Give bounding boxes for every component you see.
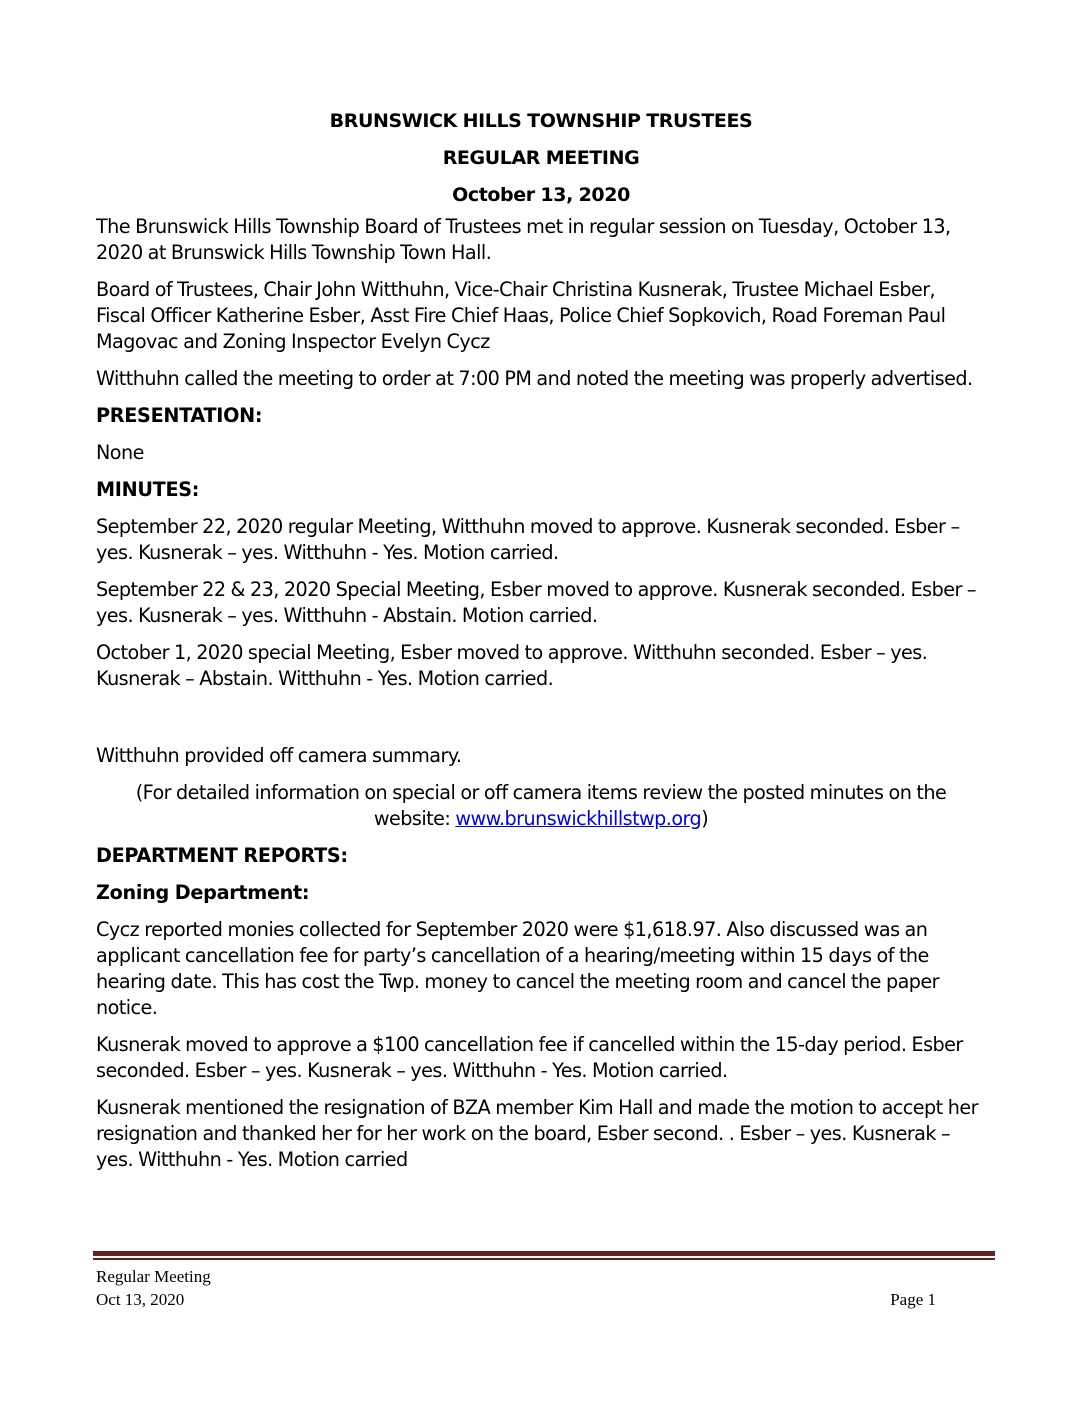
document-title-date: October 13, 2020 bbox=[452, 184, 630, 206]
website-link[interactable]: www.brunswickhillstwp.org bbox=[455, 807, 702, 830]
minutes-item: October 1, 2020 special Meeting, Esber moved to approve. Witthuhn seconded. Esber – yes. Kusnerak – Abstain. Witthuhn - Yes. Motion carried. bbox=[96, 641, 928, 690]
zoning-department-heading: Zoning Department: bbox=[96, 881, 310, 904]
minutes-heading: MINUTES: bbox=[96, 478, 200, 501]
website-note bbox=[96, 780, 986, 832]
department-reports-heading: DEPARTMENT REPORTS: bbox=[96, 844, 348, 867]
website-note-suffix: ) bbox=[701, 807, 709, 830]
page-footer bbox=[96, 1265, 936, 1311]
document-title-org: BRUNSWICK HILLS TOWNSHIP TRUSTEES bbox=[329, 110, 753, 132]
minutes-item: September 22, 2020 regular Meeting, Witthuhn moved to approve. Kusnerak seconded. Esber – yes. Kusnerak – yes. Witthuhn - Yes. Motion carried. bbox=[96, 515, 960, 564]
zoning-paragraph: Kusnerak moved to approve a $100 cancellation fee if cancelled within the 15-day period. Esber seconded. Esber – yes. Kusnerak – yes. Witthuhn - Yes. Motion carried. bbox=[96, 1033, 963, 1082]
presentation-body: None bbox=[96, 441, 144, 464]
footer-divider-thick bbox=[93, 1251, 995, 1256]
zoning-paragraph: Cycz reported monies collected for September 2020 were $1,618.97. Also discussed was an applicant cancellation fee for party’s cancellation of a hearing/meeting within 15 days of the hearing date. This has cost the Twp. money to cancel the meeting room and cancel the paper notice. bbox=[96, 918, 940, 1019]
minutes-item: September 22 & 23, 2020 Special Meeting, Esber moved to approve. Kusnerak seconded. Esber – yes. Kusnerak – yes. Witthuhn - Abstain. Motion carried. bbox=[96, 578, 976, 627]
call-to-order-paragraph: Witthuhn called the meeting to order at 7:00 PM and noted the meeting was properly advertised. bbox=[96, 367, 973, 390]
footer-date: Oct 13, 2020 bbox=[96, 1290, 185, 1309]
document-body bbox=[96, 108, 986, 1184]
website-note-prefix: (For detailed information on special or off camera items review the posted minutes on the website: bbox=[135, 781, 947, 830]
footer-meeting-type: Regular Meeting bbox=[96, 1267, 211, 1286]
presentation-heading: PRESENTATION: bbox=[96, 404, 263, 427]
footer-divider bbox=[93, 1251, 995, 1260]
intro-paragraph: The Brunswick Hills Township Board of Trustees met in regular session on Tuesday, October 13, 2020 at Brunswick Hills Township Town Hall. bbox=[96, 215, 951, 264]
attendees-paragraph: Board of Trustees, Chair John Witthuhn, Vice-Chair Christina Kusnerak, Trustee Michael Esber, Fiscal Officer Katherine Esber, Asst Fire Chief Haas, Police Chief Sopkovich, Road Foreman Paul Magovac and Zoning Inspector Evelyn Cycz bbox=[96, 278, 946, 353]
document-title-meeting-type: REGULAR MEETING bbox=[442, 147, 640, 169]
footer-divider-thin bbox=[93, 1258, 995, 1260]
off-camera-paragraph: Witthuhn provided off camera summary. bbox=[96, 744, 462, 767]
footer-page-number: Page 1 bbox=[890, 1290, 936, 1309]
zoning-paragraph: Kusnerak mentioned the resignation of BZA member Kim Hall and made the motion to accept her resignation and thanked her for her work on the board, Esber second. . Esber – yes. Kusnerak – yes. Witthuhn - Yes. Motion carried bbox=[96, 1096, 978, 1171]
blank-line bbox=[96, 703, 986, 743]
